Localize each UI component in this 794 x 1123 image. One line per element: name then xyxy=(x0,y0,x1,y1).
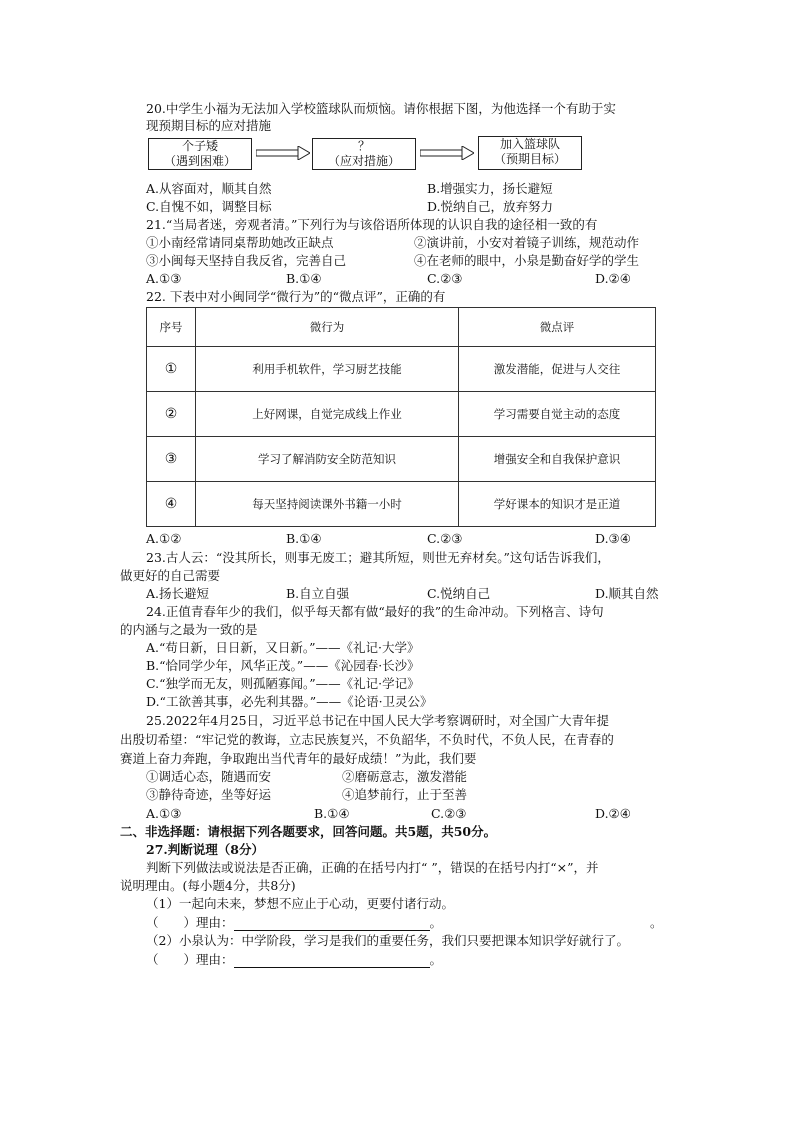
behavior-table xyxy=(146,307,656,527)
q21-option-a: A.①③ xyxy=(146,271,182,286)
q22-stem: 22. 下表中对小闽同学“微行为”的“微点评”，正确的有 xyxy=(146,289,446,304)
measure-box-subtitle: （应对措施） xyxy=(327,154,400,168)
period-mark: 。 xyxy=(429,952,443,967)
reason-input-2[interactable] xyxy=(234,954,430,968)
reason-input-1[interactable] xyxy=(234,917,430,931)
q25-stem-line3: 赛道上奋力奔跑，争取跑出当代青年的最好成绩！”为此，我们要 xyxy=(120,751,477,766)
q25-item-2: ②磨砺意志，激发潜能 xyxy=(342,769,468,784)
q25-option-b: B.①④ xyxy=(314,806,350,821)
header-number: 序号 xyxy=(147,308,196,347)
q27-instruction-line2: 说明理由。(每小题4分，共8分) xyxy=(120,878,296,893)
q20-option-a: A.从容面对，顺其自然 xyxy=(146,181,272,196)
goal-box-subtitle: （预期目标） xyxy=(493,152,566,166)
table-row xyxy=(147,482,656,527)
table-header-row xyxy=(147,308,656,347)
q23-option-a: A.扬长避短 xyxy=(146,586,210,601)
row-comment: 增强安全和自我保护意识 xyxy=(459,437,656,482)
difficulty-box-subtitle: （遇到困难） xyxy=(163,154,236,168)
q27-sub2-answer-line xyxy=(146,951,442,968)
difficulty-box-title: 个子矮 xyxy=(181,139,218,153)
q27-instruction-line1: 判断下列做法或说法是否正确，正确的在括号内打“ ”，错误的在括号内打“×”，并 xyxy=(146,860,599,875)
row-behavior: 学习了解消防安全防范知识 xyxy=(196,437,459,482)
measure-box xyxy=(312,138,416,170)
header-comment: 微点评 xyxy=(459,308,656,347)
q23-option-b: B.自立自强 xyxy=(286,586,350,601)
q22-option-b: B.①④ xyxy=(286,531,322,546)
row-number: ④ xyxy=(147,482,196,527)
q25-item-3: ③静待奇迹，坐等好运 xyxy=(146,787,272,802)
table-row xyxy=(147,437,656,482)
section-heading: 二、非选择题：请根据下列各题要求，回答问题。共5题，共50分。 xyxy=(120,824,497,839)
q22-option-d: D.③④ xyxy=(595,531,631,546)
q23-stem-line1: 23.古人云：“没其所长，则事无废工；避其所短，则世无弃材矣。”这句话告诉我们， xyxy=(146,550,610,565)
q23-option-c: C.悦纳自己 xyxy=(427,586,491,601)
q27-title: 27.判断说理（8分） xyxy=(146,842,264,857)
row-comment: 学习需要自觉主动的态度 xyxy=(459,392,656,437)
row-number: ② xyxy=(147,392,196,437)
answer-bracket-label: （ ）理由： xyxy=(146,952,234,967)
q23-option-d: D.顺其自然 xyxy=(595,586,659,601)
goal-box xyxy=(478,136,582,170)
q20-option-b: B.增强实力，扬长避短 xyxy=(427,181,553,196)
q24-stem-line2: 的内涵与之最为一致的是 xyxy=(120,622,258,637)
q21-item-4: ④在老师的眼中，小泉是勤奋好学的学生 xyxy=(414,253,640,268)
row-comment: 学好课本的知识才是正道 xyxy=(459,482,656,527)
q20-option-d: D.悦纳自己，放弃努力 xyxy=(427,199,554,214)
q24-option-d: D.“工欲善其事，必先利其器。”——《论语·卫灵公》 xyxy=(146,694,433,709)
q24-option-c: C.“独学而无友，则孤陋寡闻。”——《礼记·学记》 xyxy=(146,676,420,691)
q22-option-c: C.②③ xyxy=(427,531,463,546)
q21-option-c: C.②③ xyxy=(427,271,463,286)
right-arrow-icon xyxy=(420,146,474,160)
row-number: ③ xyxy=(147,437,196,482)
q25-stem-line1: 25.2022年4月25日，习近平总书记在中国人民大学考察调研时，对全国广大青年提 xyxy=(146,713,610,728)
q21-item-3: ③小闽每天坚持自我反省，完善自己 xyxy=(146,253,347,268)
q25-stem-line2: 出殷切希望：“牢记党的教诲，立志民族复兴，不负韶华，不负时代，不负人民，在青春的 xyxy=(120,732,614,747)
q24-option-b: B.“恰同学少年，风华正茂。”——《沁园春·长沙》 xyxy=(146,658,420,673)
q24-stem-line1: 24.正值青春年少的我们，似乎每天都有做“最好的我”的生命冲动。下列格言、诗句 xyxy=(146,604,604,619)
q24-option-a: A.“苟日新，日日新，又日新。”——《礼记·大学》 xyxy=(146,640,420,655)
row-comment: 激发潜能，促进与人交往 xyxy=(459,347,656,392)
q21-item-2: ②演讲前，小安对着镜子训练，规范动作 xyxy=(414,235,640,250)
trailing-period-mark: 。 xyxy=(650,915,663,930)
header-behavior: 微行为 xyxy=(196,308,459,347)
period-mark: 。 xyxy=(429,915,443,930)
q25-option-c: C.②③ xyxy=(431,806,467,821)
answer-bracket-label: （ ）理由： xyxy=(146,915,234,930)
row-behavior: 利用手机软件，学习厨艺技能 xyxy=(196,347,459,392)
q22-option-a: A.①② xyxy=(146,531,182,546)
q25-option-a: A.①③ xyxy=(146,806,182,821)
table-row xyxy=(147,392,656,437)
q25-option-d: D.②④ xyxy=(595,806,631,821)
q27-sub1-statement: （1）一起向未来，梦想不应止于心动，更要付诸行动。 xyxy=(146,896,454,911)
q27-sub2-statement: （2）小泉认为：中学阶段，学习是我们的重要任务，我们只要把课本知识学好就行了。 xyxy=(146,933,629,948)
difficulty-box xyxy=(148,138,252,170)
row-number: ① xyxy=(147,347,196,392)
q27-sub1-answer-line xyxy=(146,914,442,931)
right-arrow-icon xyxy=(256,146,310,160)
q21-item-1: ①小南经常请同桌帮助她改正缺点 xyxy=(146,235,334,250)
q25-item-1: ①调适心态，随遇而安 xyxy=(146,769,272,784)
q21-stem: 21.“当局者迷，旁观者清。”下列行为与该俗语所体现的认识自我的途径相一致的有 xyxy=(146,217,598,232)
q21-option-d: D.②④ xyxy=(595,271,631,286)
q20-stem-line1: 20.中学生小福为无法加入学校篮球队而烦恼。请你根据下图，为他选择一个有助于实 xyxy=(146,101,616,116)
q20-option-c: C.自愧不如，调整目标 xyxy=(146,199,272,214)
table-row xyxy=(147,347,656,392)
row-behavior: 上好网课，自觉完成线上作业 xyxy=(196,392,459,437)
q21-option-b: B.①④ xyxy=(286,271,322,286)
q20-stem-line2: 现预期目标的应对措施 xyxy=(146,118,272,133)
q23-stem-line2: 做更好的自己需要 xyxy=(120,568,221,583)
q25-item-4: ④追梦前行，止于至善 xyxy=(342,787,468,802)
goal-box-title: 加入篮球队 xyxy=(499,137,560,151)
row-behavior: 每天坚持阅读课外书籍一小时 xyxy=(196,482,459,527)
measure-box-title: ？ xyxy=(357,139,370,153)
